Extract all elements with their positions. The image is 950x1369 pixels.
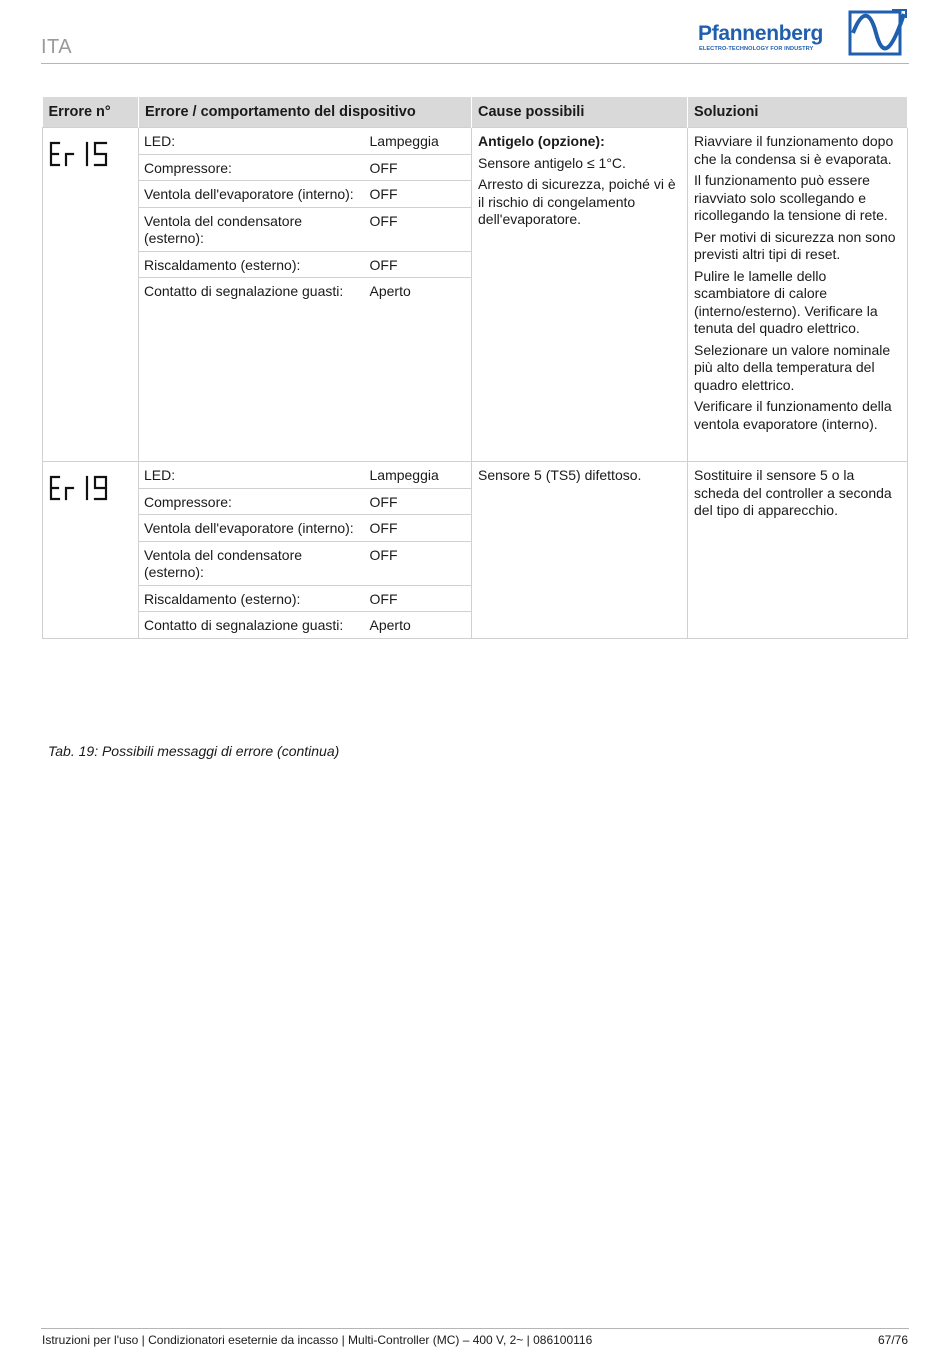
solution-text: Il funzionamento può essere riavviato solo scollegando e ricollegando la tensione di rete. [694,172,888,223]
language-label: ITA [41,36,73,58]
causes-cell [472,128,688,462]
behaviour-label: Contatto di segnalazione guasti: [139,612,368,639]
seven-segment-error-code-icon [49,474,113,502]
behaviour-value: Aperto [368,278,472,304]
solution-text: Per motivi di sicurezza non sono previsti altri tipi di reset. [694,228,896,262]
logo-tagline: ELECTRO-TECHNOLOGY FOR INDUSTRY [699,46,814,52]
causes-cell [472,462,688,639]
behaviour-label: Riscaldamento (esterno): [139,585,368,612]
header-causes: Cause possibili [472,97,688,128]
brand-logo [698,8,908,56]
logo-mark-icon [848,8,908,56]
solutions-cell [688,128,908,462]
header-solutions: Soluzioni [688,97,908,128]
cause-text: Arresto di sicurezza, poiché vi è il rischio di congelamento dell'evaporatore. [478,176,676,227]
behaviour-label: Compressore: [139,488,368,515]
behaviour-label: Compressore: [139,154,368,181]
behaviour-value: OFF [368,541,472,585]
solution-text: Sostituire il sensore 5 o la scheda del controller a seconda del tipo di apparecchio. [694,467,892,518]
empty-behaviour-cell [139,304,472,462]
behaviour-label: Ventola del condensatore (esterno): [139,207,368,251]
table-row [43,462,908,489]
solution-text: Pulire le lamelle dello scambiatore di calore (interno/esterno). Verificare la tenuta del quadro elettrico. [694,267,878,336]
behaviour-label: Contatto di segnalazione guasti: [139,278,368,304]
behaviour-label: LED: [139,128,368,155]
header-behaviour: Errore / comportamento del dispositivo [139,97,472,128]
page-number: 67/76 [877,1333,908,1347]
logo-name: Pfannenberg [698,22,824,45]
behaviour-value: OFF [368,585,472,612]
error-table [42,97,908,639]
behaviour-label: LED: [139,462,368,489]
behaviour-label: Ventola del condensatore (esterno): [139,541,368,585]
table-row [43,128,908,155]
behaviour-value: OFF [368,251,472,278]
solution-text: Selezionare un valore nominale più alto della temperatura del quadro elettrico. [694,341,891,393]
behaviour-value: Lampeggia [368,128,472,155]
behaviour-value: Lampeggia [368,462,472,489]
seven-segment-error-code-icon [49,140,113,168]
behaviour-value: OFF [368,207,472,251]
error-code-cell [43,462,139,639]
behaviour-label: Riscaldamento (esterno): [139,251,368,278]
table-header-row [43,97,908,128]
behaviour-label: Ventola dell'evaporatore (interno): [139,181,368,208]
behaviour-value: OFF [368,488,472,515]
behaviour-value: Aperto [368,612,472,639]
solutions-cell [688,462,908,639]
behaviour-value: OFF [368,181,472,208]
header-error-number: Errore n° [43,97,139,128]
cause-text: Sensore 5 (TS5) difettoso. [478,467,642,483]
behaviour-value: OFF [368,515,472,542]
solution-text: Riavviare il funzionamento dopo che la condensa si è evaporata. [694,133,894,167]
cause-title: Antigelo (opzione): [478,133,605,149]
behaviour-label: Ventola dell'evaporatore (interno): [139,515,368,542]
solution-text: Verificare il funzionamento della ventola evaporatore (interno). [694,398,892,432]
error-code-cell [43,128,139,462]
cause-text: Sensore antigelo ≤ 1°C. [478,154,626,171]
table-caption: Tab. 19: Possibili messaggi di errore (continua) [48,743,340,759]
behaviour-value: OFF [368,154,472,181]
footer-document-info: Istruzioni per l'uso | Condizionatori eseternie da incasso | Multi-Controller (MC) – 400 V, 2~ | 086100116 [42,1333,593,1347]
footer-divider [41,1328,909,1329]
header-divider [41,63,909,64]
